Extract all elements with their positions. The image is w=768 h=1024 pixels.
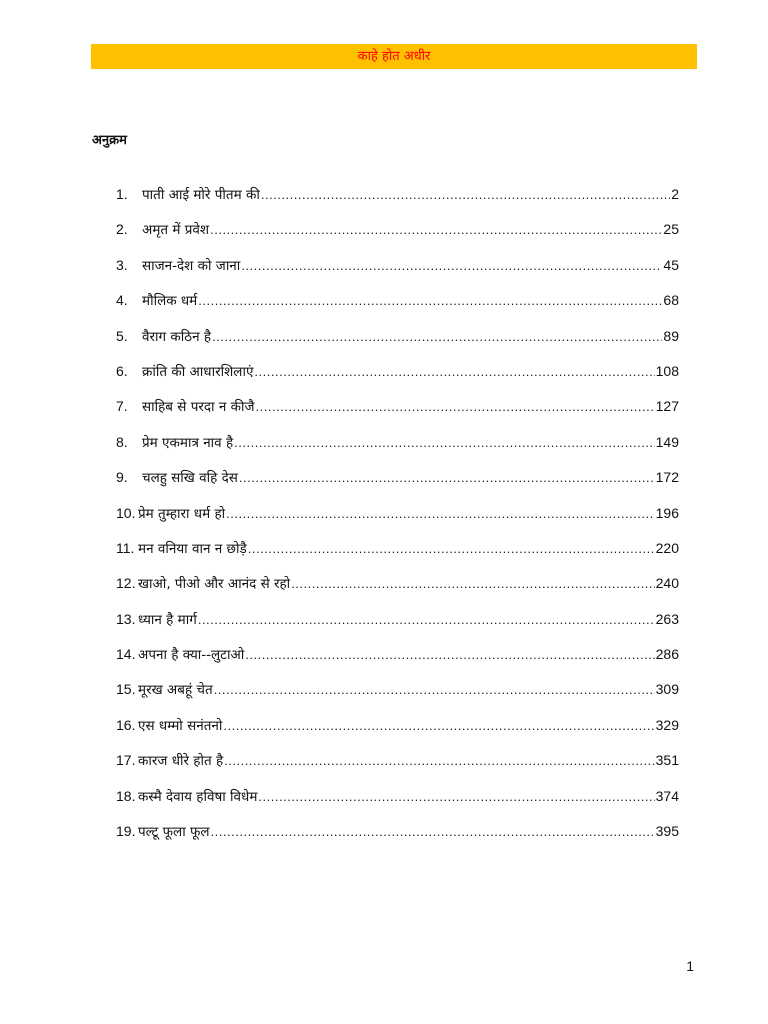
dot-leader — [223, 715, 654, 737]
dot-leader — [291, 573, 654, 595]
dot-leader — [210, 219, 662, 241]
toc-entry-page: 172 — [655, 469, 679, 486]
toc-entry[interactable] — [116, 289, 679, 324]
toc-entry-page: 220 — [655, 539, 679, 556]
toc-entry-page: 2 — [671, 186, 679, 202]
book-title: काहे होत अधीर — [357, 49, 431, 64]
toc-entry-title: मूरख अबहूं चेत — [138, 682, 213, 699]
toc-entry[interactable] — [116, 325, 679, 360]
toc-entry-number: 16. — [116, 716, 136, 733]
dot-leader — [212, 326, 662, 348]
toc-entry-title: चलहु सखि वहि देस — [142, 470, 238, 487]
toc-entry-number: 3. — [116, 256, 128, 273]
dot-leader — [198, 290, 662, 312]
toc-entry-page: 108 — [655, 362, 679, 379]
toc-entry-title: अमृत में प्रवेश — [142, 222, 210, 239]
toc-entry[interactable] — [116, 466, 679, 501]
toc-entry-number: 10. — [116, 504, 136, 521]
toc-entry[interactable] — [116, 502, 679, 537]
toc-entry[interactable] — [116, 254, 679, 289]
toc-entry[interactable] — [116, 431, 679, 466]
toc-entry-title: क्रांति की आधारशिलाएं — [142, 363, 254, 380]
toc-entry-title: मौलिक धर्म — [142, 293, 198, 310]
toc-entry[interactable] — [116, 608, 679, 643]
page-number: 1 — [686, 958, 694, 974]
dot-leader — [224, 750, 655, 772]
toc-entry[interactable] — [116, 572, 679, 607]
toc-heading: अनुक्रम — [92, 133, 127, 148]
dot-leader — [261, 184, 670, 206]
toc-entry-page: 395 — [655, 823, 679, 840]
dot-leader — [211, 821, 655, 843]
toc-entry-page: 127 — [655, 398, 679, 415]
dot-leader — [254, 361, 654, 383]
toc-entry-number: 12. — [116, 575, 136, 592]
toc-entry-page: 286 — [655, 646, 679, 663]
dot-leader — [214, 679, 655, 701]
toc-entry[interactable] — [116, 749, 679, 784]
toc-entry-title: मन वनिया वान न छोड़ै — [138, 540, 247, 557]
toc-entry-title: साहिब से परदा न कीजै — [142, 399, 255, 416]
toc-entry-title: ध्यान है मार्ग — [138, 611, 197, 628]
toc-entry-number: 18. — [116, 787, 136, 804]
dot-leader — [198, 609, 655, 631]
toc-entry-page: 45 — [663, 256, 679, 273]
toc-entry-number: 17. — [116, 752, 136, 769]
toc-entry-title: प्रेम एकमात्र नाव है — [142, 434, 234, 451]
toc-entry-title: साजन-देश को जाना — [142, 257, 241, 274]
dot-leader — [234, 432, 654, 454]
toc-entry-page: 149 — [655, 433, 679, 450]
dot-leader — [239, 467, 655, 489]
dot-leader — [248, 538, 655, 560]
toc-entry-number: 7. — [116, 398, 128, 415]
toc-entry-title: खाओ, पीओ और आनंद से रहो — [138, 576, 291, 593]
toc-entry-title: प्रेम तुम्हारा धर्म हो — [138, 505, 226, 522]
toc-entry-number: 13. — [116, 610, 136, 627]
toc-entry-title: पाती आई मोरे पीतम की — [142, 187, 260, 203]
header-bar — [91, 44, 697, 69]
toc-entry-page: 263 — [655, 610, 679, 627]
toc-entry-title: कस्मै देवाय हविषा विधेम — [138, 788, 258, 805]
toc-entry-number: 9. — [116, 469, 128, 486]
toc-entry-number: 5. — [116, 327, 128, 344]
toc-entry[interactable] — [116, 714, 679, 749]
toc-entry[interactable] — [116, 820, 679, 855]
toc-entry[interactable] — [116, 183, 679, 218]
toc-entry[interactable] — [116, 678, 679, 713]
toc-list — [116, 183, 679, 855]
toc-entry-page: 196 — [655, 504, 679, 521]
toc-entry-title: कारज धीरे होत है — [138, 753, 224, 770]
toc-entry-number: 11. — [116, 539, 135, 556]
toc-entry[interactable] — [116, 643, 679, 678]
toc-entry-number: 8. — [116, 433, 128, 450]
toc-entry-number: 2. — [116, 221, 128, 238]
dot-leader — [241, 255, 662, 277]
toc-entry-page: 240 — [655, 575, 679, 592]
toc-entry-page: 309 — [655, 681, 679, 698]
toc-entry-title: पल्टू फूला फूल — [138, 824, 210, 841]
toc-entry-number: 15. — [116, 681, 136, 698]
toc-entry-number: 14. — [116, 646, 136, 663]
dot-leader — [226, 503, 655, 525]
toc-entry[interactable] — [116, 785, 679, 820]
toc-entry-title: एस धम्मो सनंतनो — [138, 717, 223, 734]
toc-entry-title: अपना है क्या--लुटाओ — [138, 647, 245, 664]
toc-entry-page: 374 — [655, 787, 679, 804]
toc-entry[interactable] — [116, 395, 679, 430]
toc-entry-page: 25 — [663, 221, 679, 238]
dot-leader — [256, 396, 655, 418]
toc-entry[interactable] — [116, 537, 679, 572]
toc-entry-number: 4. — [116, 292, 128, 309]
dot-leader — [245, 644, 654, 666]
toc-entry-title: वैराग कठिन है — [142, 328, 212, 345]
dot-leader — [258, 786, 654, 808]
toc-entry-number: 1. — [116, 186, 128, 202]
toc-entry[interactable] — [116, 360, 679, 395]
toc-entry-number: 6. — [116, 362, 128, 379]
toc-entry-page: 329 — [655, 716, 679, 733]
toc-entry-page: 89 — [663, 327, 679, 344]
toc-entry-page: 351 — [655, 752, 679, 769]
toc-entry-number: 19. — [116, 823, 136, 840]
toc-entry-page: 68 — [663, 292, 679, 309]
toc-entry[interactable] — [116, 218, 679, 253]
